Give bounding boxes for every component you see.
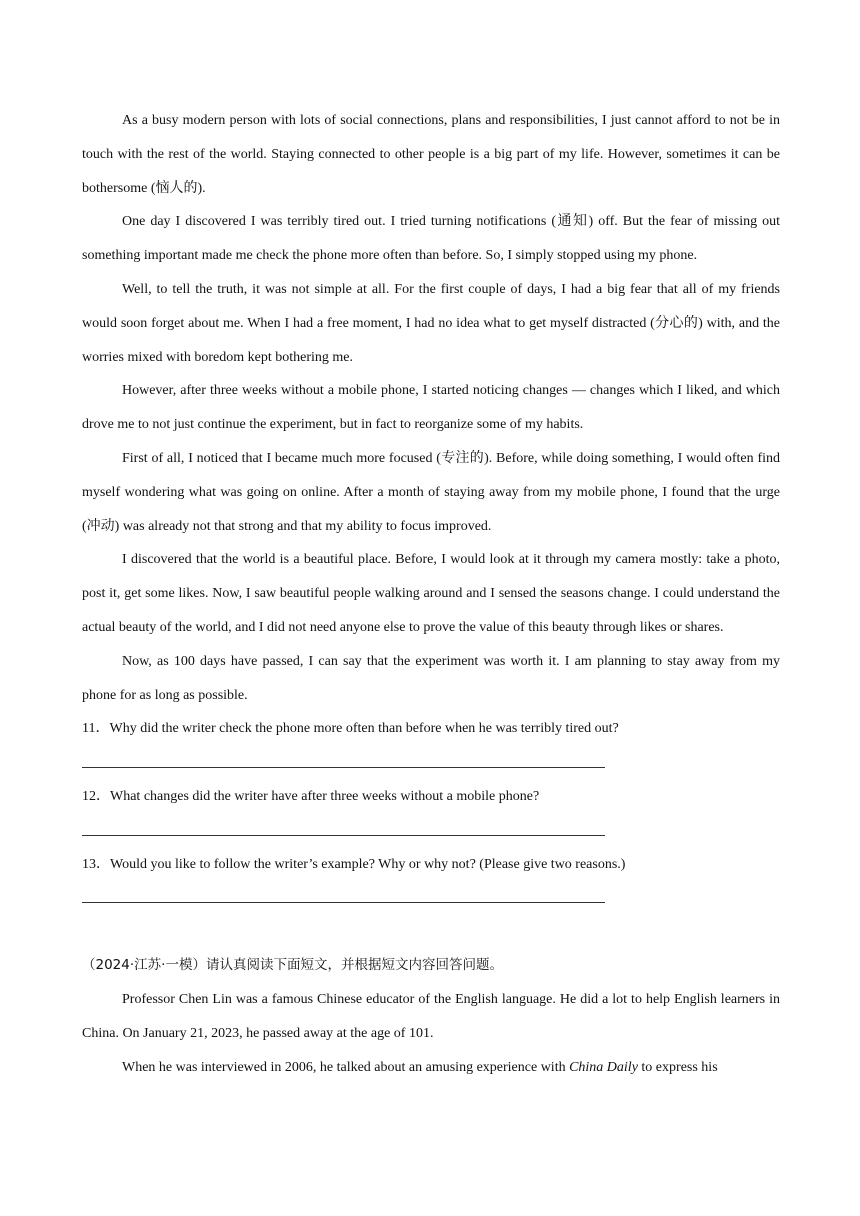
section-gap [82,915,780,949]
passage1-paragraph-3: Well, to tell the truth, it was not simple at all. For the first couple of days, I had a big fear that all of my friends would soon forget about me. When I had a free moment, I had no idea what to get myself distracted (分心的) with, and the worries mixed with boredom kept bothering me. [82,281,780,365]
answer-line-12[interactable] [82,814,605,848]
question-13: 13．Would you like to follow the writer’s example? Why or why not? (Please give two reasons.) [82,856,626,872]
passage2-paragraph-2-text: When he was interviewed in 2006, he talked about an amusing experience with [122,1059,570,1075]
passage1-paragraph-4: However, after three weeks without a mobile phone, I started noticing changes — changes which I liked, and which drove me to not just continue the experiment, but in fact to reorganize some of my habits. [82,383,780,433]
passage1-paragraph-1: As a busy modern person with lots of social connections, plans and responsibilities, I just cannot afford to not be in touch with the rest of the world. Staying connected to other people is a big part of my life. However, sometimes it can be bothersome (恼人的). [82,113,780,196]
passage1-paragraph-5: First of all, I noticed that I became much more focused (专注的). Before, while doing something, I would often find myself wondering what was going on online. After a month of staying away from my mobile phone, I found that the urge (冲动) was already not that strong and that my ability to focus improved. [82,450,780,534]
passage2-paragraph-1: Professor Chen Lin was a famous Chinese educator of the English language. He did a lot to help English learners in China. On January 21, 2023, he passed away at the age of 101. [82,991,780,1041]
passage1-paragraph-7: Now, as 100 days have passed, I can say that the experiment was worth it. I am planning to stay away from my phone for as long as possible. [82,653,780,703]
newspaper-title: China Daily [569,1059,638,1075]
passage2-source-instruction: （2024·江苏·一模）请认真阅读下面短文，并根据短文内容回答问题。 [82,957,503,974]
passage2-paragraph-2 [82,1051,780,1085]
passage2-paragraph-2-text-end: to express his [637,1059,718,1075]
question-11: 11．Why did the writer check the phone more often than before when he was terribly tired out? [82,721,619,737]
question-12: 12．What changes did the writer have after three weeks without a mobile phone? [82,788,540,804]
answer-line-11[interactable] [82,746,605,780]
answer-line-13[interactable] [82,881,605,915]
passage1-paragraph-2: One day I discovered I was terribly tired out. I tried turning notifications (通知) off. But the fear of missing out something important made me check the phone more often than before. So, I simply stopped using my phone. [82,214,780,264]
passage1-paragraph-6: I discovered that the world is a beautiful place. Before, I would look at it through my camera mostly: take a photo, post it, get some likes. Now, I saw beautiful people walking around and I sensed the seasons change. I could understand the actual beauty of the world, and I did not need anyone else to prove the value of this beauty through likes or shares. [82,552,780,635]
document-page [82,104,780,1084]
